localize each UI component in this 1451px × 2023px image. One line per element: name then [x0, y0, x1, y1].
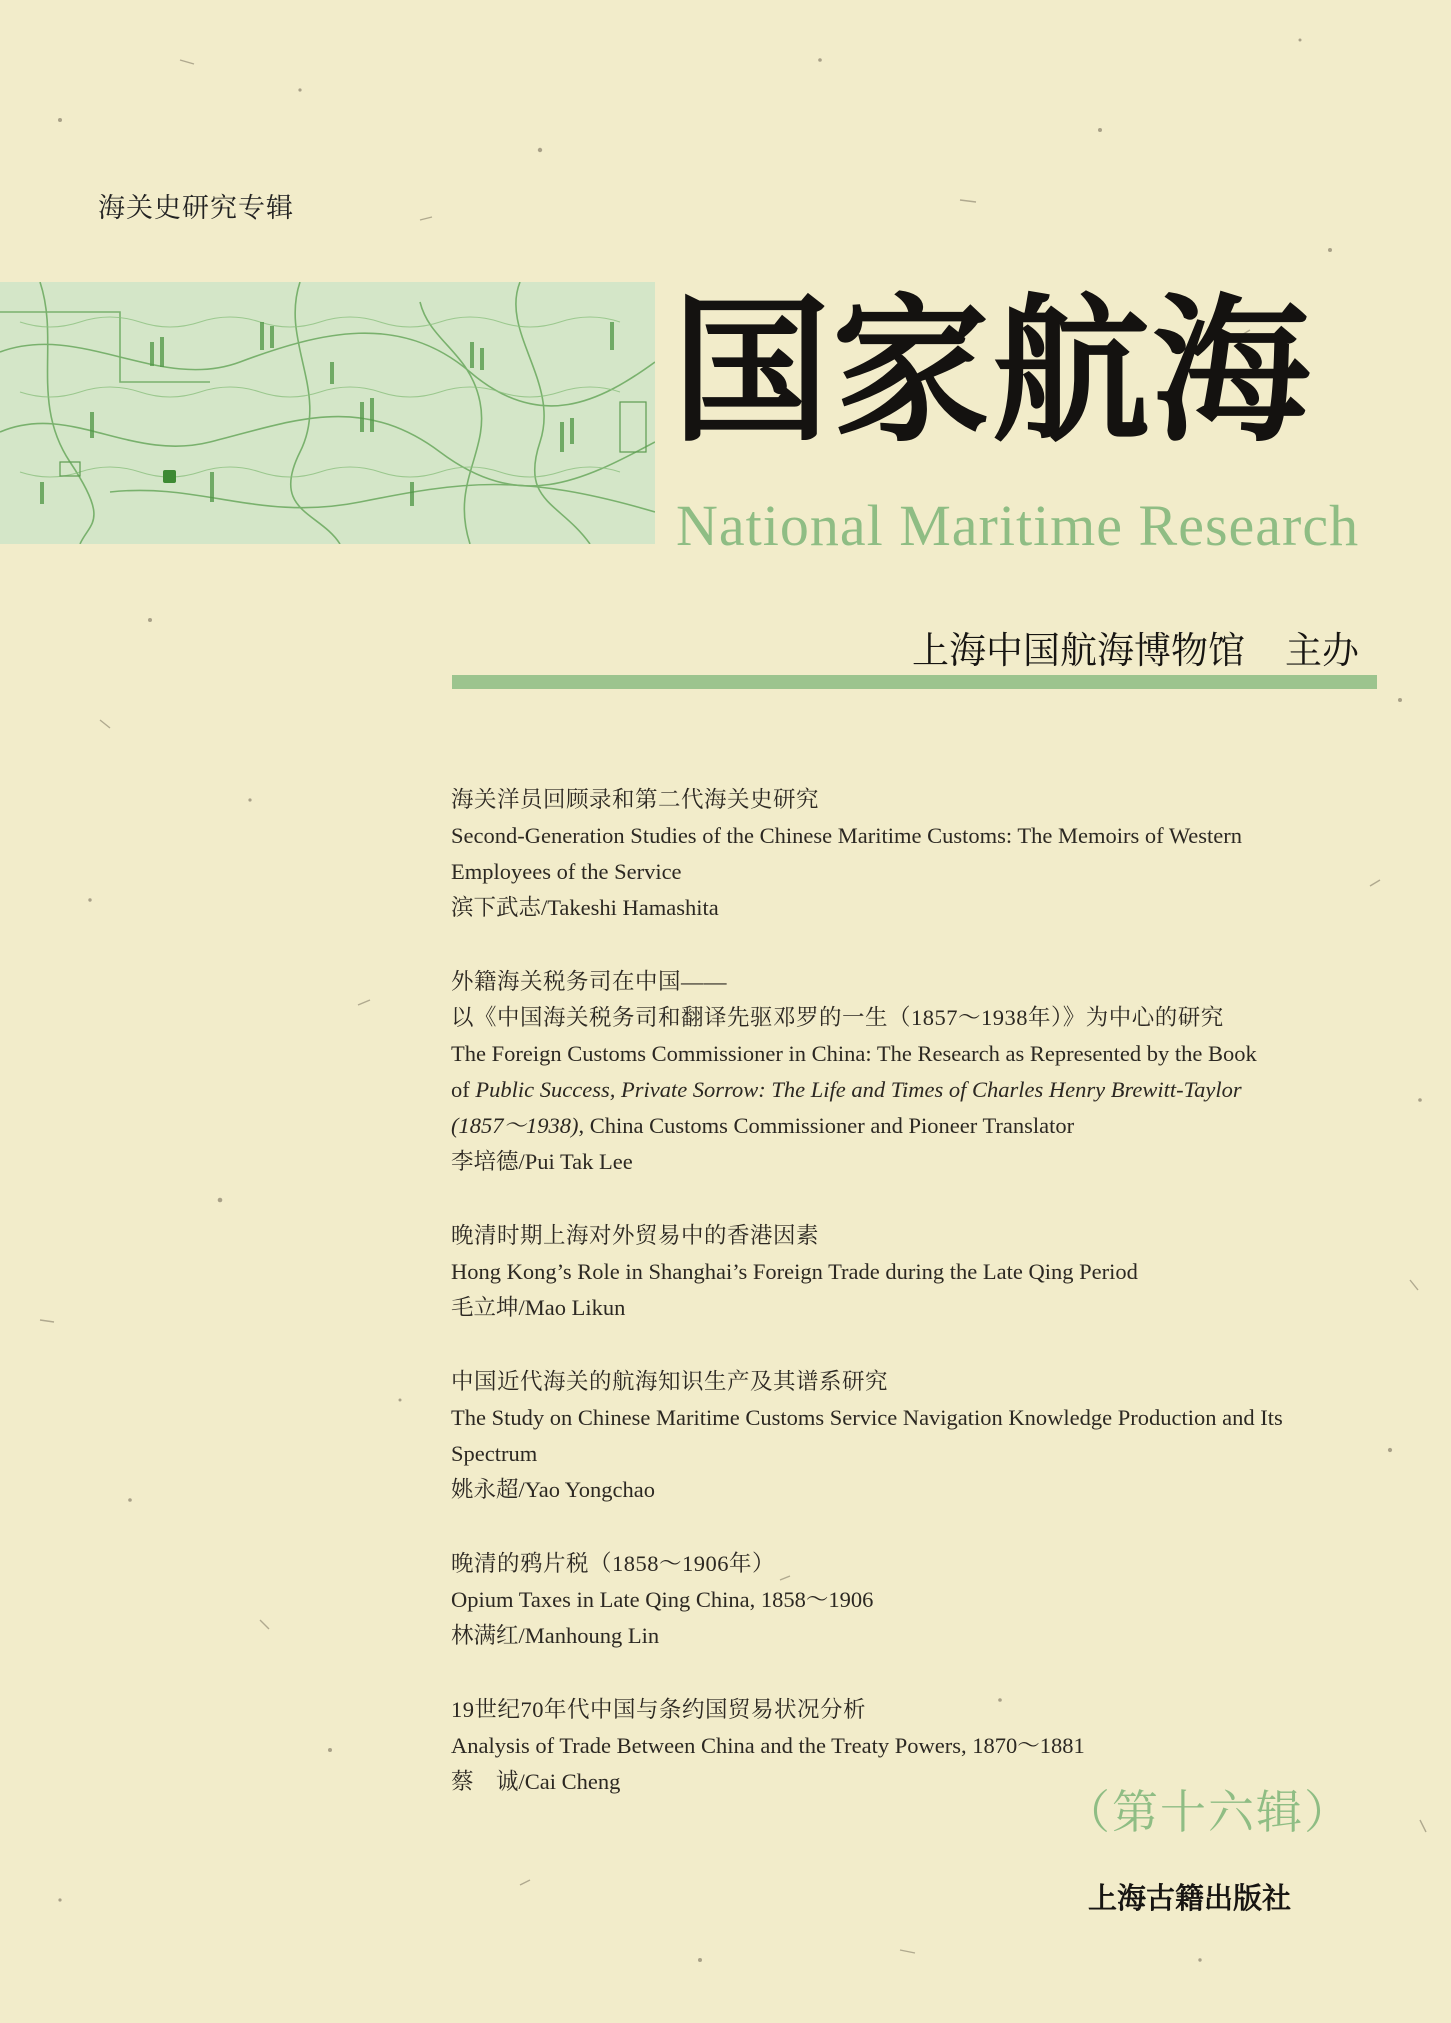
publisher-name: 上海古籍出版社 [1088, 1883, 1292, 1915]
title-english: National Maritime Research [676, 493, 1360, 558]
toc-title-en-prefix: of [451, 1077, 476, 1102]
toc-title-cn: 外籍海关税务司在中国—— [451, 969, 728, 994]
toc-author: 蔡 诚/Cai Cheng [451, 1769, 621, 1794]
toc-title-en: Hong Kong’s Role in Shanghai’s Foreign Trade during the Late Qing Period [451, 1259, 1138, 1284]
toc-item [451, 1546, 1361, 1654]
sponsor-line [912, 620, 1359, 674]
divider-bar [452, 675, 1377, 689]
toc-title-en [451, 1072, 1361, 1108]
toc-title-cn: 19世纪70年代中国与条约国贸易状况分析 [451, 1697, 867, 1722]
toc-item [451, 964, 1361, 1180]
toc-title-en: Spectrum [451, 1441, 538, 1466]
toc-title-en [451, 1108, 1361, 1144]
volume-number: （第十六辑） [1064, 1785, 1352, 1839]
toc-title-cn: 晚清时期上海对外贸易中的香港因素 [451, 1223, 820, 1248]
toc-book-title: Public Success, Private Sorrow: The Life and Times of Charles Henry Brewitt-Taylor [475, 1077, 1242, 1102]
table-of-contents [451, 782, 1361, 1838]
toc-author: 姚永超/Yao Yongchao [451, 1477, 655, 1502]
toc-title-en: Employees of the Service [451, 859, 682, 884]
toc-author: 毛立坤/Mao Likun [451, 1295, 626, 1320]
toc-subtitle-cn: 以《中国海关税务司和翻译先驱邓罗的一生（1857～1938年）》为中心的研究 [451, 1005, 1224, 1030]
toc-title-cn: 中国近代海关的航海知识生产及其谱系研究 [451, 1369, 889, 1394]
toc-title-en: The Foreign Customs Commissioner in China: The Research as Represented by the Book [451, 1041, 1257, 1066]
antique-map-image [0, 282, 655, 544]
toc-item [451, 782, 1361, 926]
toc-author: 林满红/Manhoung Lin [451, 1623, 660, 1648]
toc-title-en: Opium Taxes in Late Qing China, 1858～1906 [451, 1587, 874, 1612]
toc-title-en-rest: , China Customs Commissioner and Pioneer Translator [578, 1113, 1075, 1138]
sponsor-role: 主办 [1285, 631, 1359, 672]
series-label: 海关史研究专辑 [98, 193, 294, 223]
toc-title-cn: 海关洋员回顾录和第二代海关史研究 [451, 787, 820, 812]
map-marker-icon [163, 470, 176, 483]
toc-title-en: Analysis of Trade Between China and the Treaty Powers, 1870～1881 [451, 1733, 1085, 1758]
sponsor-name: 上海中国航海博物馆 [912, 631, 1245, 672]
toc-title-cn: 晚清的鸦片税（1858～1906年） [451, 1551, 776, 1576]
toc-author: 滨下武志/Takeshi Hamashita [451, 895, 719, 920]
toc-book-years: (1857～1938) [451, 1113, 579, 1138]
toc-author: 李培德/Pui Tak Lee [451, 1149, 633, 1174]
toc-title-en: The Study on Chinese Maritime Customs Service Navigation Knowledge Production and Its [451, 1405, 1283, 1430]
title-chinese: 国家航海 [672, 279, 1312, 464]
map-illustration [0, 282, 655, 544]
toc-item [451, 1364, 1361, 1508]
toc-title-en: Second-Generation Studies of the Chinese Maritime Customs: The Memoirs of Western [451, 823, 1242, 848]
toc-item [451, 1218, 1361, 1326]
